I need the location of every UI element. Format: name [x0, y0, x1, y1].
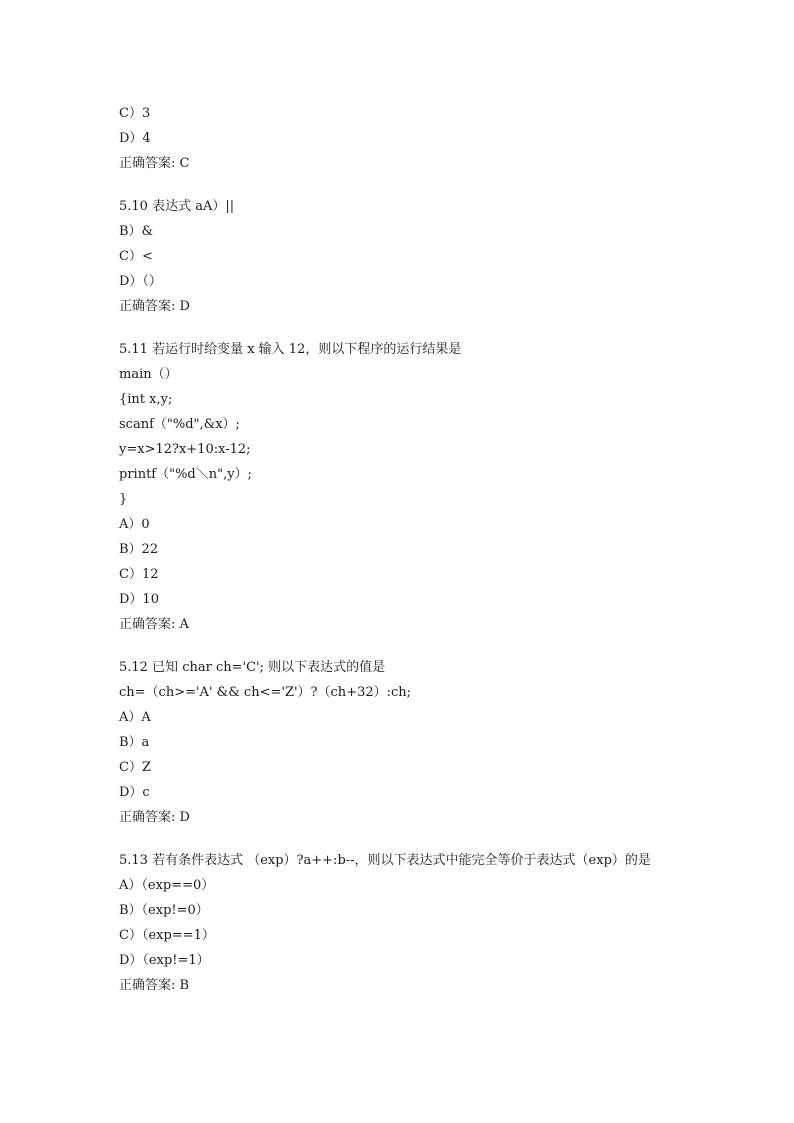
question-title: 5.10 表达式 aA）|| — [119, 199, 235, 214]
option-line: A）A — [119, 710, 151, 725]
option-line: D）10 — [119, 592, 159, 607]
spacer — [119, 176, 719, 194]
option-line: D）4 — [119, 131, 151, 146]
document-page — [119, 101, 719, 998]
answer-line: 正确答案: B — [119, 978, 190, 993]
answer-line: 正确答案: D — [119, 299, 190, 314]
option-line: B）22 — [119, 542, 159, 557]
question-block — [119, 337, 719, 637]
question-title: 5.12 已知 char ch='C'; 则以下表达式的值是 — [119, 660, 386, 675]
question-block — [119, 194, 719, 319]
option-line: D）（） — [119, 274, 162, 289]
option-line: C）12 — [119, 567, 159, 582]
option-line: B）a — [119, 735, 150, 750]
code-line: y=x>12?x+10:x-12; — [119, 442, 251, 457]
option-line: A）0 — [119, 517, 150, 532]
code-line: {int x,y; — [119, 392, 173, 407]
question-block — [119, 655, 719, 830]
code-line: } — [119, 492, 128, 507]
option-line: A）（exp==0） — [119, 878, 215, 893]
answer-line: 正确答案: A — [119, 617, 189, 632]
spacer — [119, 319, 719, 337]
option-line: D）c — [119, 785, 150, 800]
spacer — [119, 637, 719, 655]
code-line: main（） — [119, 367, 178, 382]
question-block — [119, 101, 719, 176]
spacer — [119, 830, 719, 848]
question-block — [119, 848, 719, 998]
code-line: scanf（"%d",&x）; — [119, 417, 240, 432]
question-title: 5.13 若有条件表达式 （exp）?a++:b--，则以下表达式中能完全等价于表达式（exp）的是 — [119, 853, 651, 868]
option-line: C）Z — [119, 760, 151, 775]
answer-line: 正确答案: C — [119, 156, 190, 171]
code-line: printf（"%d＼n",y）; — [119, 467, 252, 482]
option-line: C）3 — [119, 106, 151, 121]
option-line: B）（exp!=0） — [119, 903, 209, 918]
code-line: ch=（ch>='A' && ch<='Z'）?（ch+32）:ch; — [119, 685, 412, 700]
answer-line: 正确答案: D — [119, 810, 190, 825]
option-line: C）< — [119, 249, 153, 264]
option-line: B）& — [119, 224, 154, 239]
option-line: C）（exp==1） — [119, 928, 215, 943]
option-line: D）（exp!=1） — [119, 953, 210, 968]
question-title: 5.11 若运行时给变量 x 输入 12，则以下程序的运行结果是 — [119, 342, 462, 357]
